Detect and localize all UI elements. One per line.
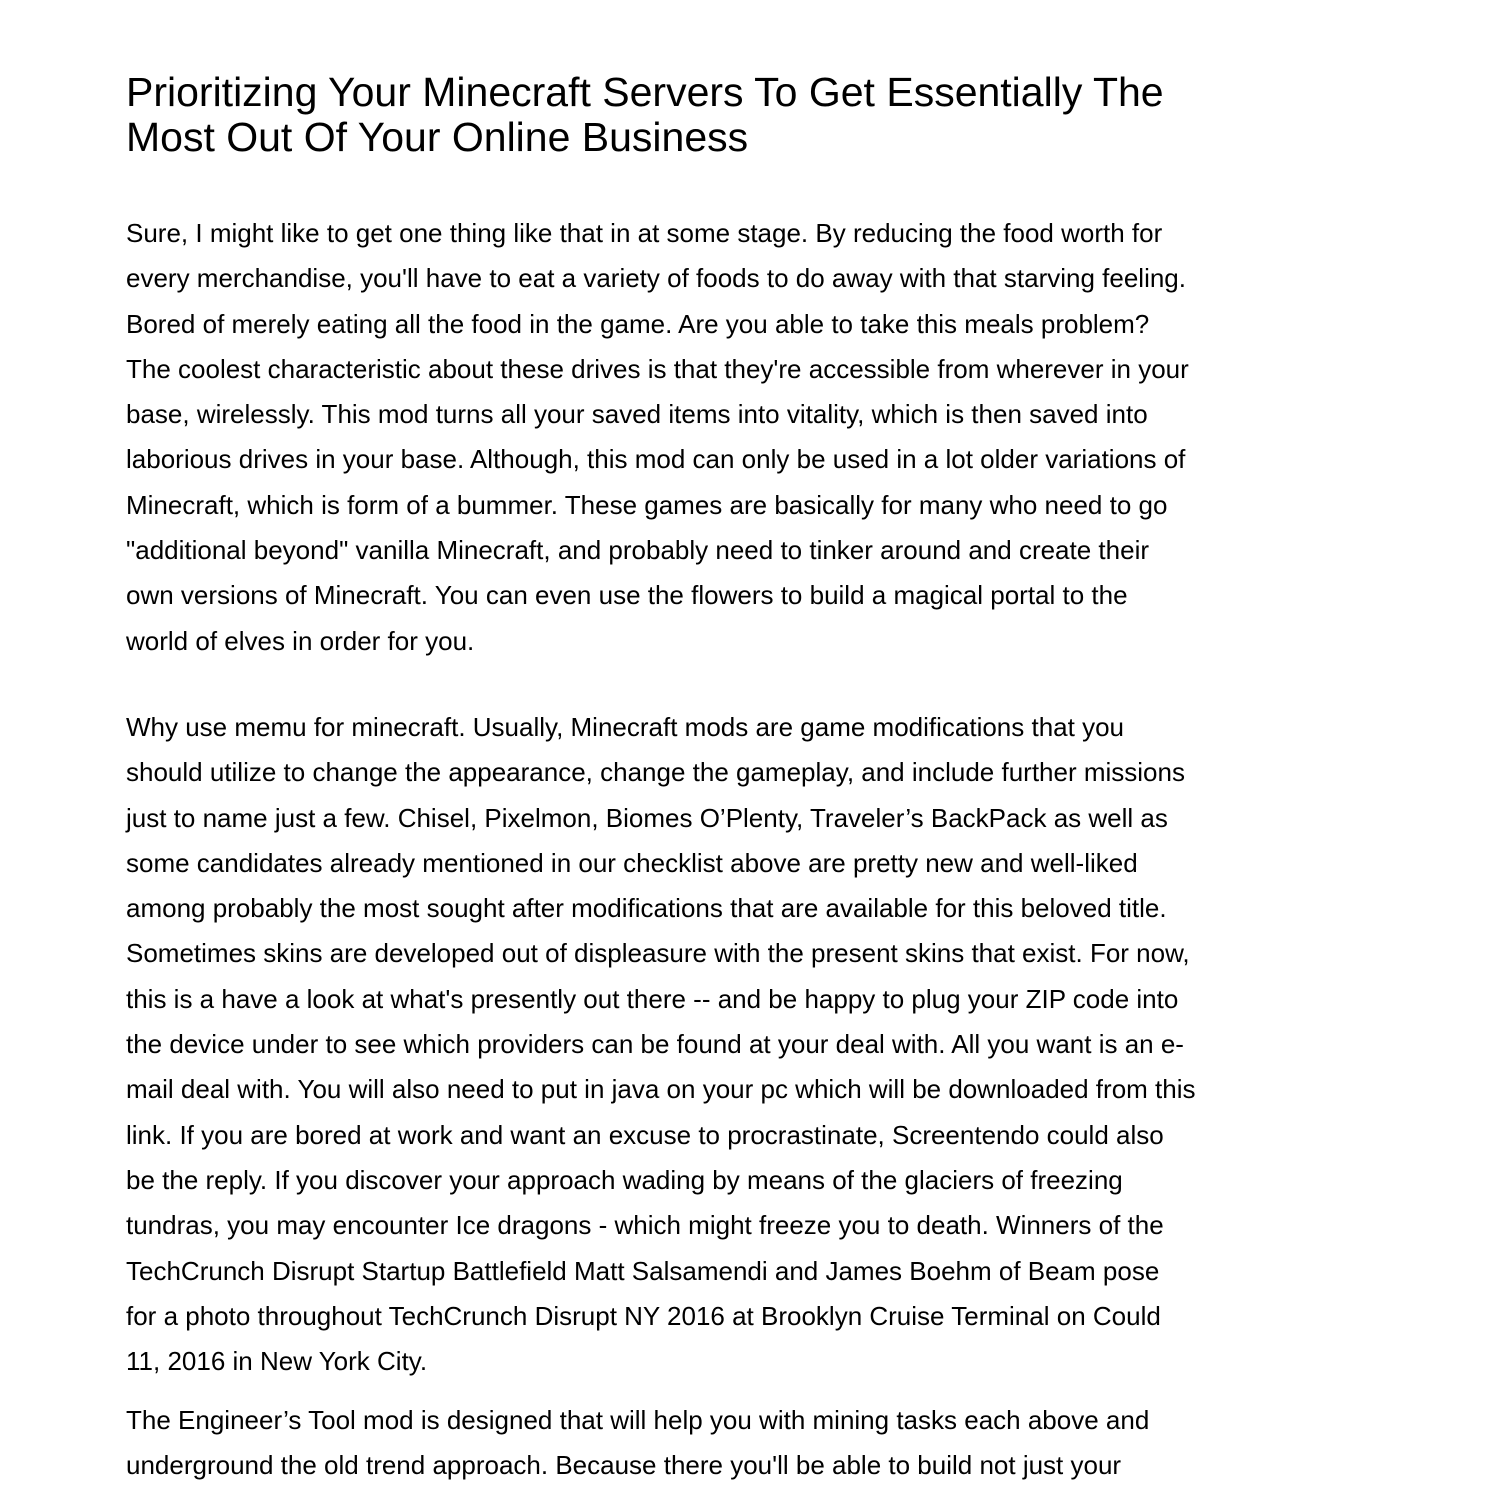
- text-line: mail deal with. You will also need to put in java on your pc which will be downloaded from this: [126, 1074, 1196, 1105]
- text-line: the device under to see which providers can be found at your deal with. All you want is an e-: [126, 1029, 1184, 1060]
- text-line: some candidates already mentioned in our checklist above are pretty new and well-liked: [126, 847, 1138, 878]
- text-line: TechCrunch Disrupt Startup Battlefield Matt Salsamendi and James Boehm of Beam pose: [126, 1255, 1160, 1286]
- text-line: world of elves in order for you.: [126, 625, 475, 656]
- text-line: should utilize to change the appearance, change the gameplay, and include further missions: [126, 757, 1185, 788]
- paragraph-3: [126, 1398, 1149, 1489]
- text-line: Sometimes skins are developed out of displeasure with the present skins that exist. For now,: [126, 938, 1190, 969]
- text-line: Minecraft, which is form of a bummer. These games are basically for many who need to go: [126, 489, 1168, 520]
- text-line: for a photo throughout TechCrunch Disrupt NY 2016 at Brooklyn Cruise Terminal on Could: [126, 1300, 1161, 1331]
- text-line: base, wirelessly. This mod turns all your saved items into vitality, which is then saved into: [126, 399, 1148, 430]
- text-line: just to name just a few. Chisel, Pixelmon, Biomes O’Plenty, Traveler’s BackPack as well as: [126, 802, 1168, 833]
- paragraph-1: [126, 211, 1189, 664]
- text-line: among probably the most sought after modifications that are available for this beloved title.: [126, 893, 1167, 924]
- text-line: own versions of Minecraft. You can even use the flowers to build a magical portal to the: [126, 580, 1128, 611]
- title-line: Most Out Of Your Online Business: [126, 114, 749, 160]
- title-line: Prioritizing Your Minecraft Servers To Get Essentially The: [126, 69, 1164, 115]
- text-line: Why use memu for minecraft. Usually, Minecraft mods are game modifications that you: [126, 712, 1125, 742]
- text-line: link. If you are bored at work and want an excuse to procrastinate, Screentendo could also: [126, 1119, 1164, 1150]
- text-line: The Engineer’s Tool mod is designed that will help you with mining tasks each above and: [126, 1405, 1150, 1435]
- text-line: Bored of merely eating all the food in the game. Are you able to take this meals problem?: [126, 308, 1150, 339]
- document-title: [126, 70, 1164, 160]
- text-line: underground the old trend approach. Because there you'll be able to build not just your: [126, 1450, 1122, 1481]
- text-line: tundras, you may encounter Ice dragons - which might freeze you to death. Winners of the: [126, 1210, 1164, 1241]
- text-line: laborious drives in your base. Although, this mod can only be used in a lot older variations of: [126, 444, 1186, 475]
- text-line: The coolest characteristic about these drives is that they're accessible from wherever in your: [126, 353, 1189, 384]
- text-line: 11, 2016 in New York City.: [126, 1346, 428, 1377]
- text-line: Sure, I might like to get one thing like that in at some stage. By reducing the food worth for: [126, 218, 1163, 248]
- text-line: this is a have a look at what's presently out there -- and be happy to plug your ZIP code into: [126, 983, 1179, 1014]
- text-line: every merchandise, you'll have to eat a variety of foods to do away with that starving feeling.: [126, 263, 1186, 294]
- text-line: be the reply. If you discover your approach wading by means of the glaciers of freezing: [126, 1164, 1123, 1195]
- paragraph-2: [126, 705, 1196, 1384]
- text-line: "additional beyond" vanilla Minecraft, and probably need to tinker around and create their: [126, 535, 1150, 566]
